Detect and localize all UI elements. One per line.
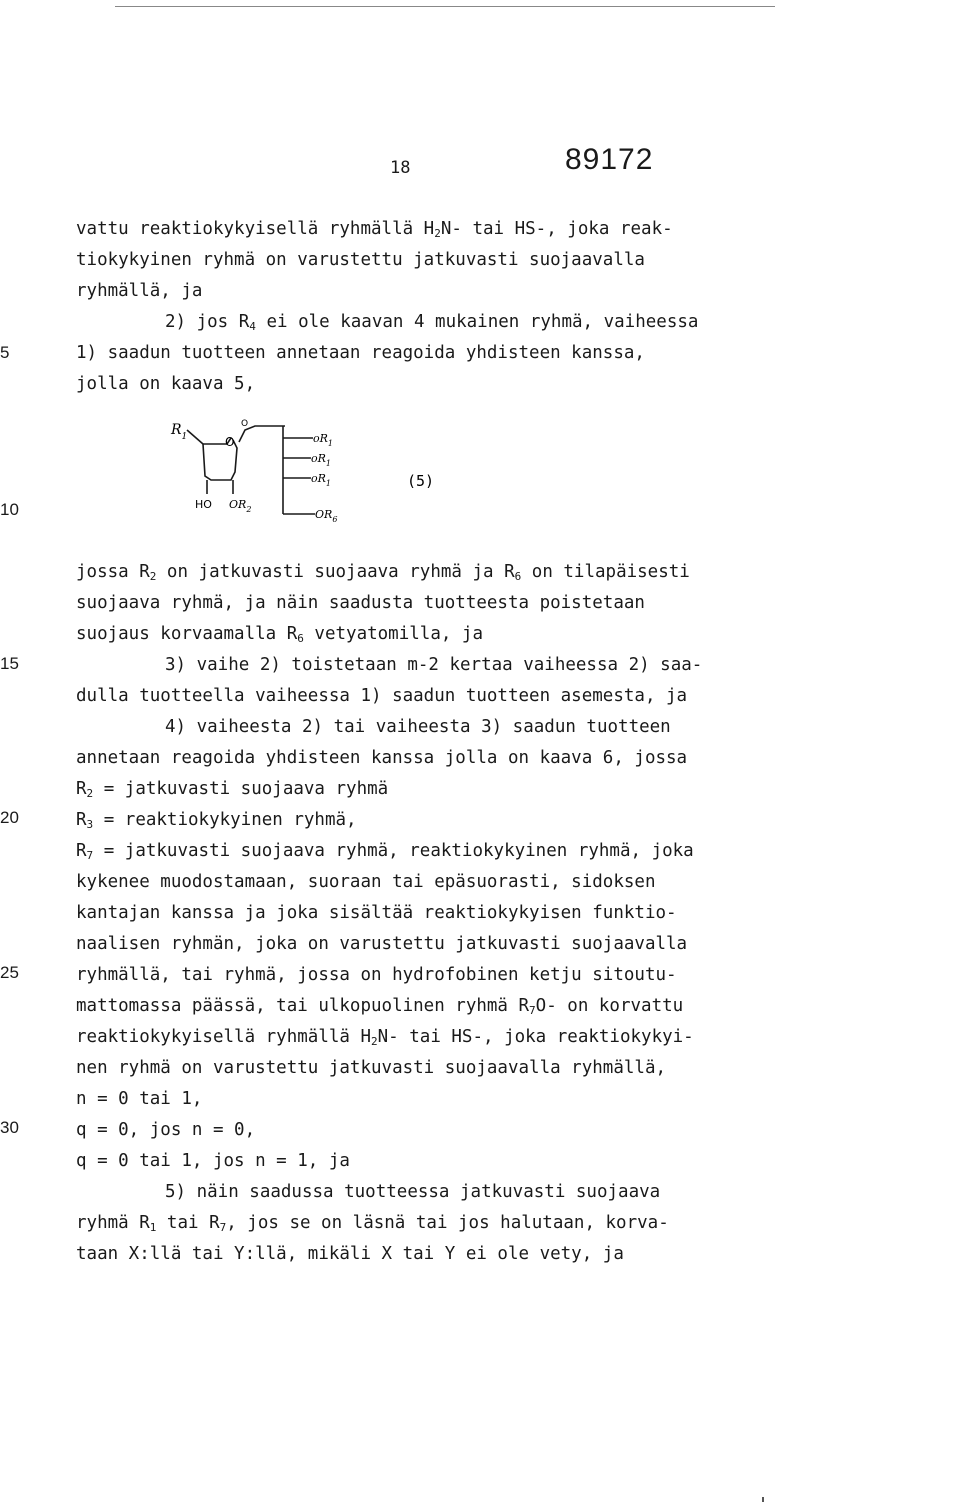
scan-speck xyxy=(762,1497,764,1502)
text-line-21: mattomassa päässä, tai ulkopuolinen ryhmä $R_7O-$ on korvattu xyxy=(76,996,684,1017)
text-line-28: ryhmä $R_1$ tai $R_7$, jos se on läsnä tai jos halutaan, korva- xyxy=(76,1213,669,1234)
document-number: 89172 xyxy=(565,143,654,176)
ring-oxygen: O xyxy=(225,435,235,449)
text-line-1: vattu reaktiokykyisellä ryhmällä $H_2N-$ tai HS-, joka reak- xyxy=(76,219,673,240)
margin-number-30: 30 xyxy=(0,1118,19,1137)
or2-label: $OR_2$ xyxy=(229,498,252,514)
formula-number: (5) xyxy=(407,472,435,490)
margin-number-25: 25 xyxy=(0,963,19,982)
carbonyl-oxygen: O xyxy=(241,419,249,429)
text-line-29: taan X:llä tai Y:llä, mikäli X tai Y ei ole vety, ja xyxy=(76,1244,624,1264)
or6-label: $OR_6$ xyxy=(315,508,338,524)
text-line-7: jossa $R_2$ on jatkuvasti suojaava ryhmä ja $R_6$ on tilapäisesti xyxy=(76,562,690,583)
text-line-23: nen ryhmä on varustettu jatkuvasti suojaavalla ryhmällä, xyxy=(76,1058,667,1078)
text-line-13: annetaan reagoida yhdisteen kanssa jolla on kaava 6, jossa xyxy=(76,748,688,768)
text-line-15: $R_3$ = reaktiokykyinen ryhmä, xyxy=(76,810,357,831)
ho-label: HO xyxy=(195,498,212,511)
text-line-26: q = 0 tai 1, jos n = 1, ja xyxy=(76,1151,350,1171)
text-line-5: 1) saadun tuotteen annetaan reagoida yhdisteen kanssa, xyxy=(76,343,645,363)
margin-number-15: 15 xyxy=(0,654,19,673)
text-line-12: 4) vaiheesta 2) tai vaiheesta 3) saadun tuotteen xyxy=(165,717,671,737)
text-line-18: kantajan kanssa ja joka sisältää reaktiokykyisen funktio- xyxy=(76,903,677,923)
margin-number-5: 5 xyxy=(0,343,10,362)
text-line-22: reaktiokykyisellä ryhmällä $H_2N-$ tai HS-, joka reaktiokykyi- xyxy=(76,1027,694,1048)
text-line-8: suojaava ryhmä, ja näin saadusta tuotteesta poistetaan xyxy=(76,593,645,613)
or1-label-3: $oR_1$ xyxy=(311,472,331,488)
text-line-11: dulla tuotteella vaiheessa 1) saadun tuotteen asemesta, ja xyxy=(76,686,688,706)
text-line-9: suojaus korvaamalla $R_6$ vetyatomilla, ja xyxy=(76,624,484,645)
text-line-25: q = 0, jos n = 0, xyxy=(76,1120,256,1140)
text-line-6: jolla on kaava 5, xyxy=(76,374,256,394)
margin-number-10: 10 xyxy=(0,500,19,519)
text-line-19: naalisen ryhmän, joka on varustettu jatkuvasti suojaavalla xyxy=(76,934,688,954)
text-line-14: $R_2$ = jatkuvasti suojaava ryhmä xyxy=(76,779,389,800)
text-line-24: n = 0 tai 1, xyxy=(76,1089,203,1109)
or1-label-2: $oR_1$ xyxy=(311,452,331,468)
formula-5 xyxy=(165,418,455,528)
text-line-2: tiokykyinen ryhmä on varustettu jatkuvasti suojaavalla xyxy=(76,250,645,270)
text-line-16: $R_7$ = jatkuvasti suojaava ryhmä, reaktiokykyinen ryhmä, joka xyxy=(76,841,694,862)
r1-label: $R_1$ xyxy=(171,422,188,442)
text-line-10: 3) vaihe 2) toistetaan m-2 kertaa vaiheessa 2) saa- xyxy=(165,655,703,675)
top-rule xyxy=(115,6,775,7)
text-line-20: ryhmällä, tai ryhmä, jossa on hydrofobinen ketju sitoutu- xyxy=(76,965,677,985)
text-line-3: ryhmällä, ja xyxy=(76,281,203,301)
or1-label-1: $oR_1$ xyxy=(313,432,333,448)
text-line-27: 5) näin saadussa tuotteessa jatkuvasti suojaava xyxy=(165,1182,661,1202)
margin-number-20: 20 xyxy=(0,808,19,827)
text-line-4: 2) jos $R_4$ ei ole kaavan 4 mukainen ryhmä, vaiheessa xyxy=(165,312,699,333)
page-number: 18 xyxy=(390,158,411,178)
text-line-17: kykenee muodostamaan, suoraan tai epäsuorasti, sidoksen xyxy=(76,872,656,892)
